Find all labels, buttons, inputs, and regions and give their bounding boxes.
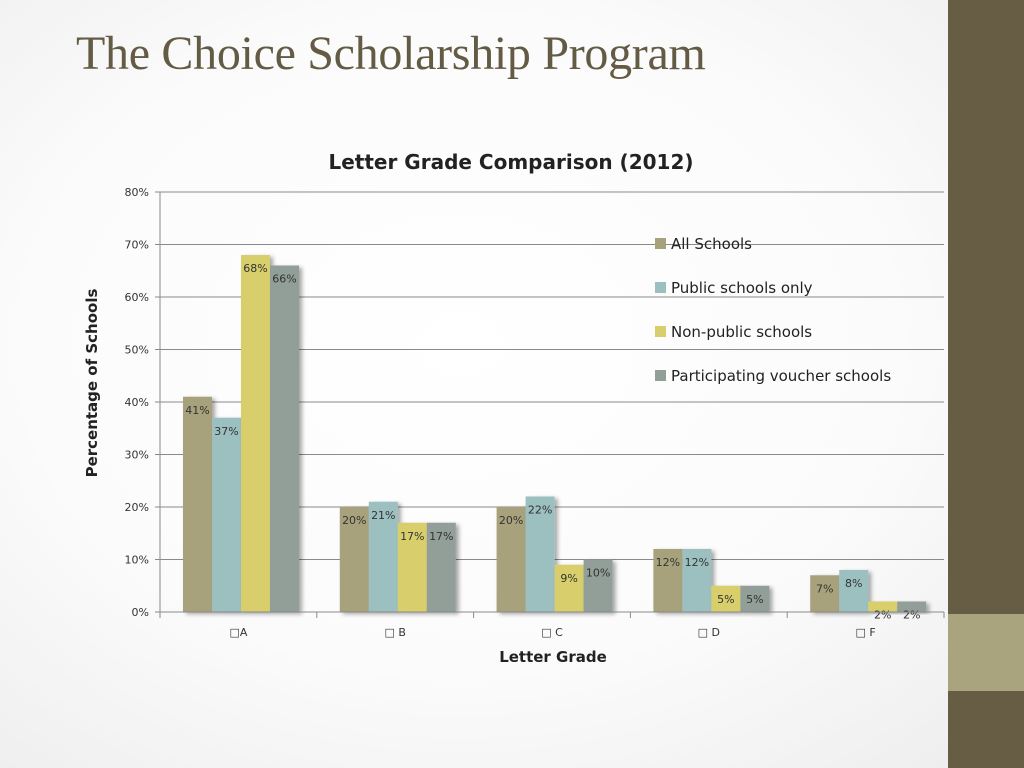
data-label: 9% (560, 571, 578, 585)
data-label: 2% (902, 608, 921, 622)
x-tick-label: □A (229, 626, 248, 639)
y-tick-label: 0% (131, 606, 149, 619)
bar (241, 255, 270, 612)
data-label: 7% (815, 582, 834, 596)
data-label: 10% (585, 566, 611, 580)
legend-label: Participating voucher schools (671, 367, 892, 385)
sidebar-accent-band (948, 614, 1024, 691)
bar (212, 418, 241, 612)
x-tick-label: □ C (541, 626, 563, 639)
x-tick-label: □ F (855, 626, 876, 639)
data-label: 5% (746, 592, 764, 606)
y-tick-label: 40% (124, 396, 149, 409)
data-label: 2% (873, 608, 892, 622)
bar (183, 397, 212, 612)
data-label: 21% (371, 508, 396, 522)
data-label: 12% (684, 556, 710, 569)
data-label: 12% (655, 556, 681, 569)
data-label: 17% (400, 529, 425, 543)
legend-label: Non-public schools (671, 323, 813, 341)
slide-title: The Choice Scholarship Program (76, 27, 706, 80)
y-axis-title: Percentage of Schools (83, 288, 101, 478)
legend-swatch (655, 370, 666, 381)
data-label: 22% (527, 503, 553, 517)
legend-swatch (655, 282, 666, 293)
legend-label: Public schools only (671, 279, 813, 297)
y-tick-label: 50% (124, 343, 149, 357)
data-label: 66% (272, 272, 297, 286)
data-label: 37% (214, 424, 239, 438)
data-label: 41% (185, 403, 210, 417)
y-tick-label: 70% (124, 238, 149, 252)
legend-swatch (655, 238, 666, 249)
y-tick-label: 20% (124, 501, 149, 514)
data-label: 8% (844, 577, 863, 590)
data-label: 20% (342, 514, 367, 527)
legend-label: All Schools (671, 235, 752, 253)
y-tick-label: 60% (124, 291, 149, 304)
x-axis-title: Letter Grade (499, 648, 607, 666)
y-tick-label: 30% (124, 448, 149, 462)
data-label: 17% (429, 529, 454, 543)
legend-swatch (655, 326, 666, 337)
data-label: 68% (243, 262, 268, 275)
y-tick-label: 80% (124, 186, 149, 199)
bar (270, 266, 299, 613)
data-label: 20% (498, 514, 524, 527)
x-tick-label: □ D (697, 626, 720, 639)
chart-title: Letter Grade Comparison (2012) (328, 150, 694, 174)
x-tick-label: □ B (384, 626, 406, 639)
data-label: 5% (717, 592, 735, 606)
y-tick-label: 10% (124, 553, 149, 567)
